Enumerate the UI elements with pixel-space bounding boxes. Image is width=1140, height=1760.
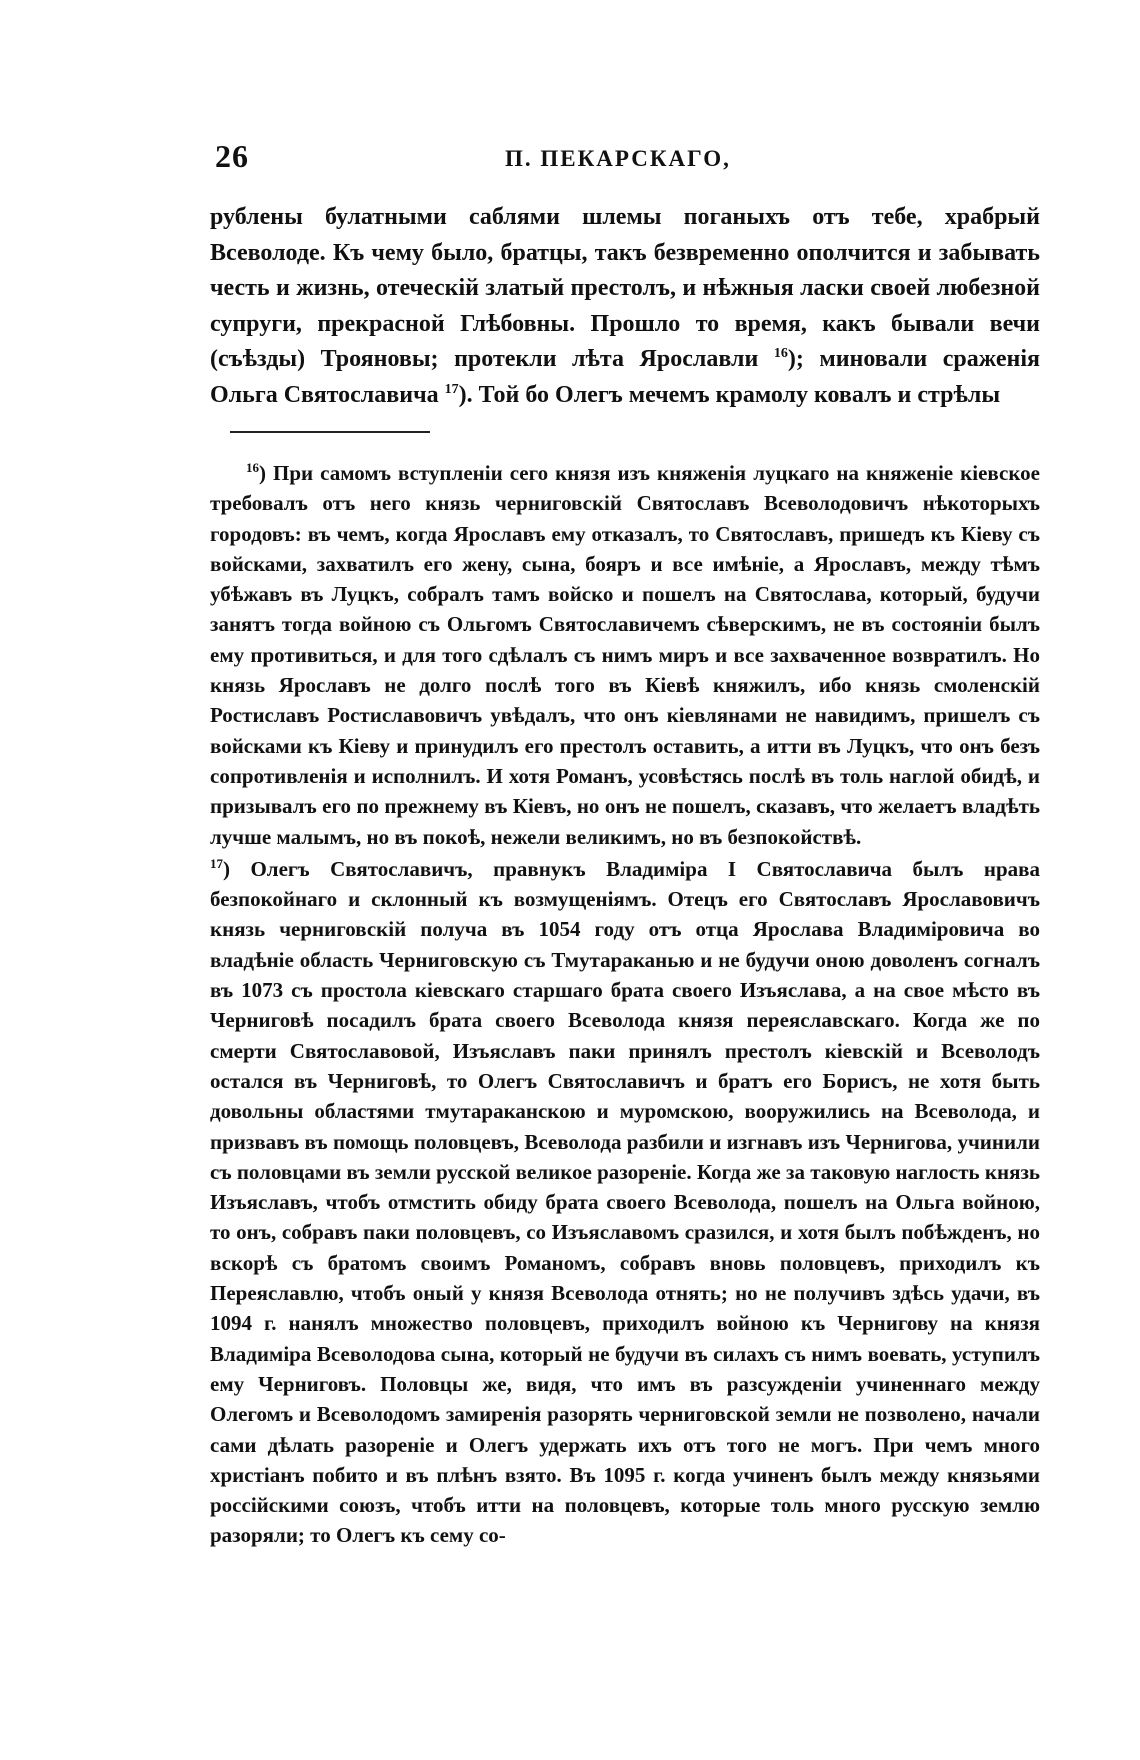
footnote-17 <box>210 854 1040 1551</box>
footnote-16 <box>210 458 1040 852</box>
footnote-divider <box>230 431 430 433</box>
running-head: П. ПЕКАРСКАГО, <box>505 146 731 171</box>
footnote-reference[interactable]: 17 <box>444 381 459 397</box>
footnote-text: ) Олегъ Святославичъ, правнукъ Владиміра I Святославича былъ нрава безпокойнаго и склонный къ возмущеніямъ. Отецъ его Святославъ Ярославовичъ князь черниговскій получа въ 1054 году отъ отца Ярослава Владиміровича во владѣніе область Черниговскую съ Тмутараканью и не будучи оною доволенъ согналъ въ 1073 съ простола кіевскаго старшаго брата своего Изъяслава, а на свое мѣсто въ Черниговѣ посадилъ брата своего Всеволода князя переяславскаго. Когда же по смерти Святославовой, Изъяславъ паки принялъ престолъ кіевскій и Всеволодъ остался въ Черниговѣ, то Олегъ Святославичъ и братъ его Борисъ, не хотя быть довольны областями тмутараканскою и муромскою, вооружились на Всеволода, и призвавъ въ помощь половцевъ, Всеволода разбили и изгнавъ изъ Чернигова, учинили съ половцами въ земли русской великое разореніе. Когда же за таковую наглость князь Изъяславъ, чтобъ отмстить обиду брата своего Всеволода, пошелъ на Ольга войною, то онъ, собравъ паки половцевъ, со Изъяславомъ сразился, и хотя былъ побѣжденъ, но вскорѣ съ братомъ своимъ Романомъ, собравъ вновь половцевъ, приходилъ къ Переяславлю, чтобъ оный у князя Всеволода отнять; но не получивъ здѣсь удачи, въ 1094 г. нанялъ множество половцевъ, приходилъ войною къ Чернигову на князя Владиміра Всеволодова сына, который не будучи въ силахъ съ нимъ воевать, уступилъ ему Черниговъ. Половцы же, видя, что имъ въ разсужденіи учиненнаго между Олегомъ и Всеволодомъ замиренія разорять черниговской земли не позволено, начали сами дѣлать разореніе и Олегъ удержать ихъ отъ того не могъ. При чемъ много христіанъ побито и въ плѣнъ взято. Въ 1095 г. когда учиненъ былъ между князьями россійскими союзъ, чтобъ итти на половцевъ, которые толь много русскую землю разоряли; то Олегъ къ сему со- <box>210 856 1040 1548</box>
footnotes <box>210 458 1040 1551</box>
footnote-marker: 17 <box>210 855 223 871</box>
footnote-reference[interactable]: 16 <box>773 346 788 361</box>
footnote-text: ) При самомъ вступленіи сего князя изъ княженія луцкаго на княженіе кіевское требовалъ отъ него князь черниговскій Святославъ Всеволодовичъ нѣкоторыхъ городовъ: въ чемъ, когда Ярославъ ему отказалъ, то Святославъ, пришедъ къ Кіеву съ войсками, захватилъ его жену, сына, бояръ и все имѣніе, а Ярославъ, между тѣмъ убѣжавъ въ Луцкъ, собралъ тамъ войско и пошелъ на Святослава, который, будучи занятъ тогда войною съ Ольгомъ Святославичемъ сѣверскимъ, не въ состояніи былъ ему противиться, и для того сдѣлалъ съ нимъ миръ и все захваченное возвратилъ. Но князь Ярославъ не долго послѣ того въ Кіевѣ княжилъ, ибо князь смоленскій Ростиславъ Ростиславовичъ увѣдалъ, что онъ кіевлянами не навидимъ, пришелъ съ войсками къ Кіеву и принудилъ его престолъ оставить, а итти въ Луцкъ, что онъ безъ сопротивленія и исполнилъ. И хотя Романъ, усовѣстясь послѣ въ толь наглой обидѣ, и призывалъ его по прежнему въ Кіевъ, но онъ не пошелъ, сказавъ, что желаетъ владѣть лучше малымъ, но въ покоѣ, нежели великимъ, но въ безпокойствѣ. <box>210 461 1040 849</box>
page-number: 26 <box>215 138 249 174</box>
footnote-marker: 16 <box>246 460 259 475</box>
main-text-part: ); миновали сраженія Ольга Святославича <box>210 346 1041 408</box>
page-header <box>215 138 1045 178</box>
main-text <box>210 200 1040 413</box>
main-text-part: ). Той бо Олегъ мечемъ крамолу ковалъ и стрѣлы <box>458 381 1001 408</box>
main-text-part: рублены булатными саблями шлемы поганыхъ отъ тебе, храбрый Всеволоде. Къ чему было, братцы, такъ безвременно ополчится и забывать честь и жизнь, отеческій златый престолъ, и нѣжныя ласки своей любезной супруги, прекрасной Глѣбовны. Прошло то время, какъ бывали вечи (съѣзды) Трояновы; протекли лѣта Ярославли <box>210 204 1040 372</box>
